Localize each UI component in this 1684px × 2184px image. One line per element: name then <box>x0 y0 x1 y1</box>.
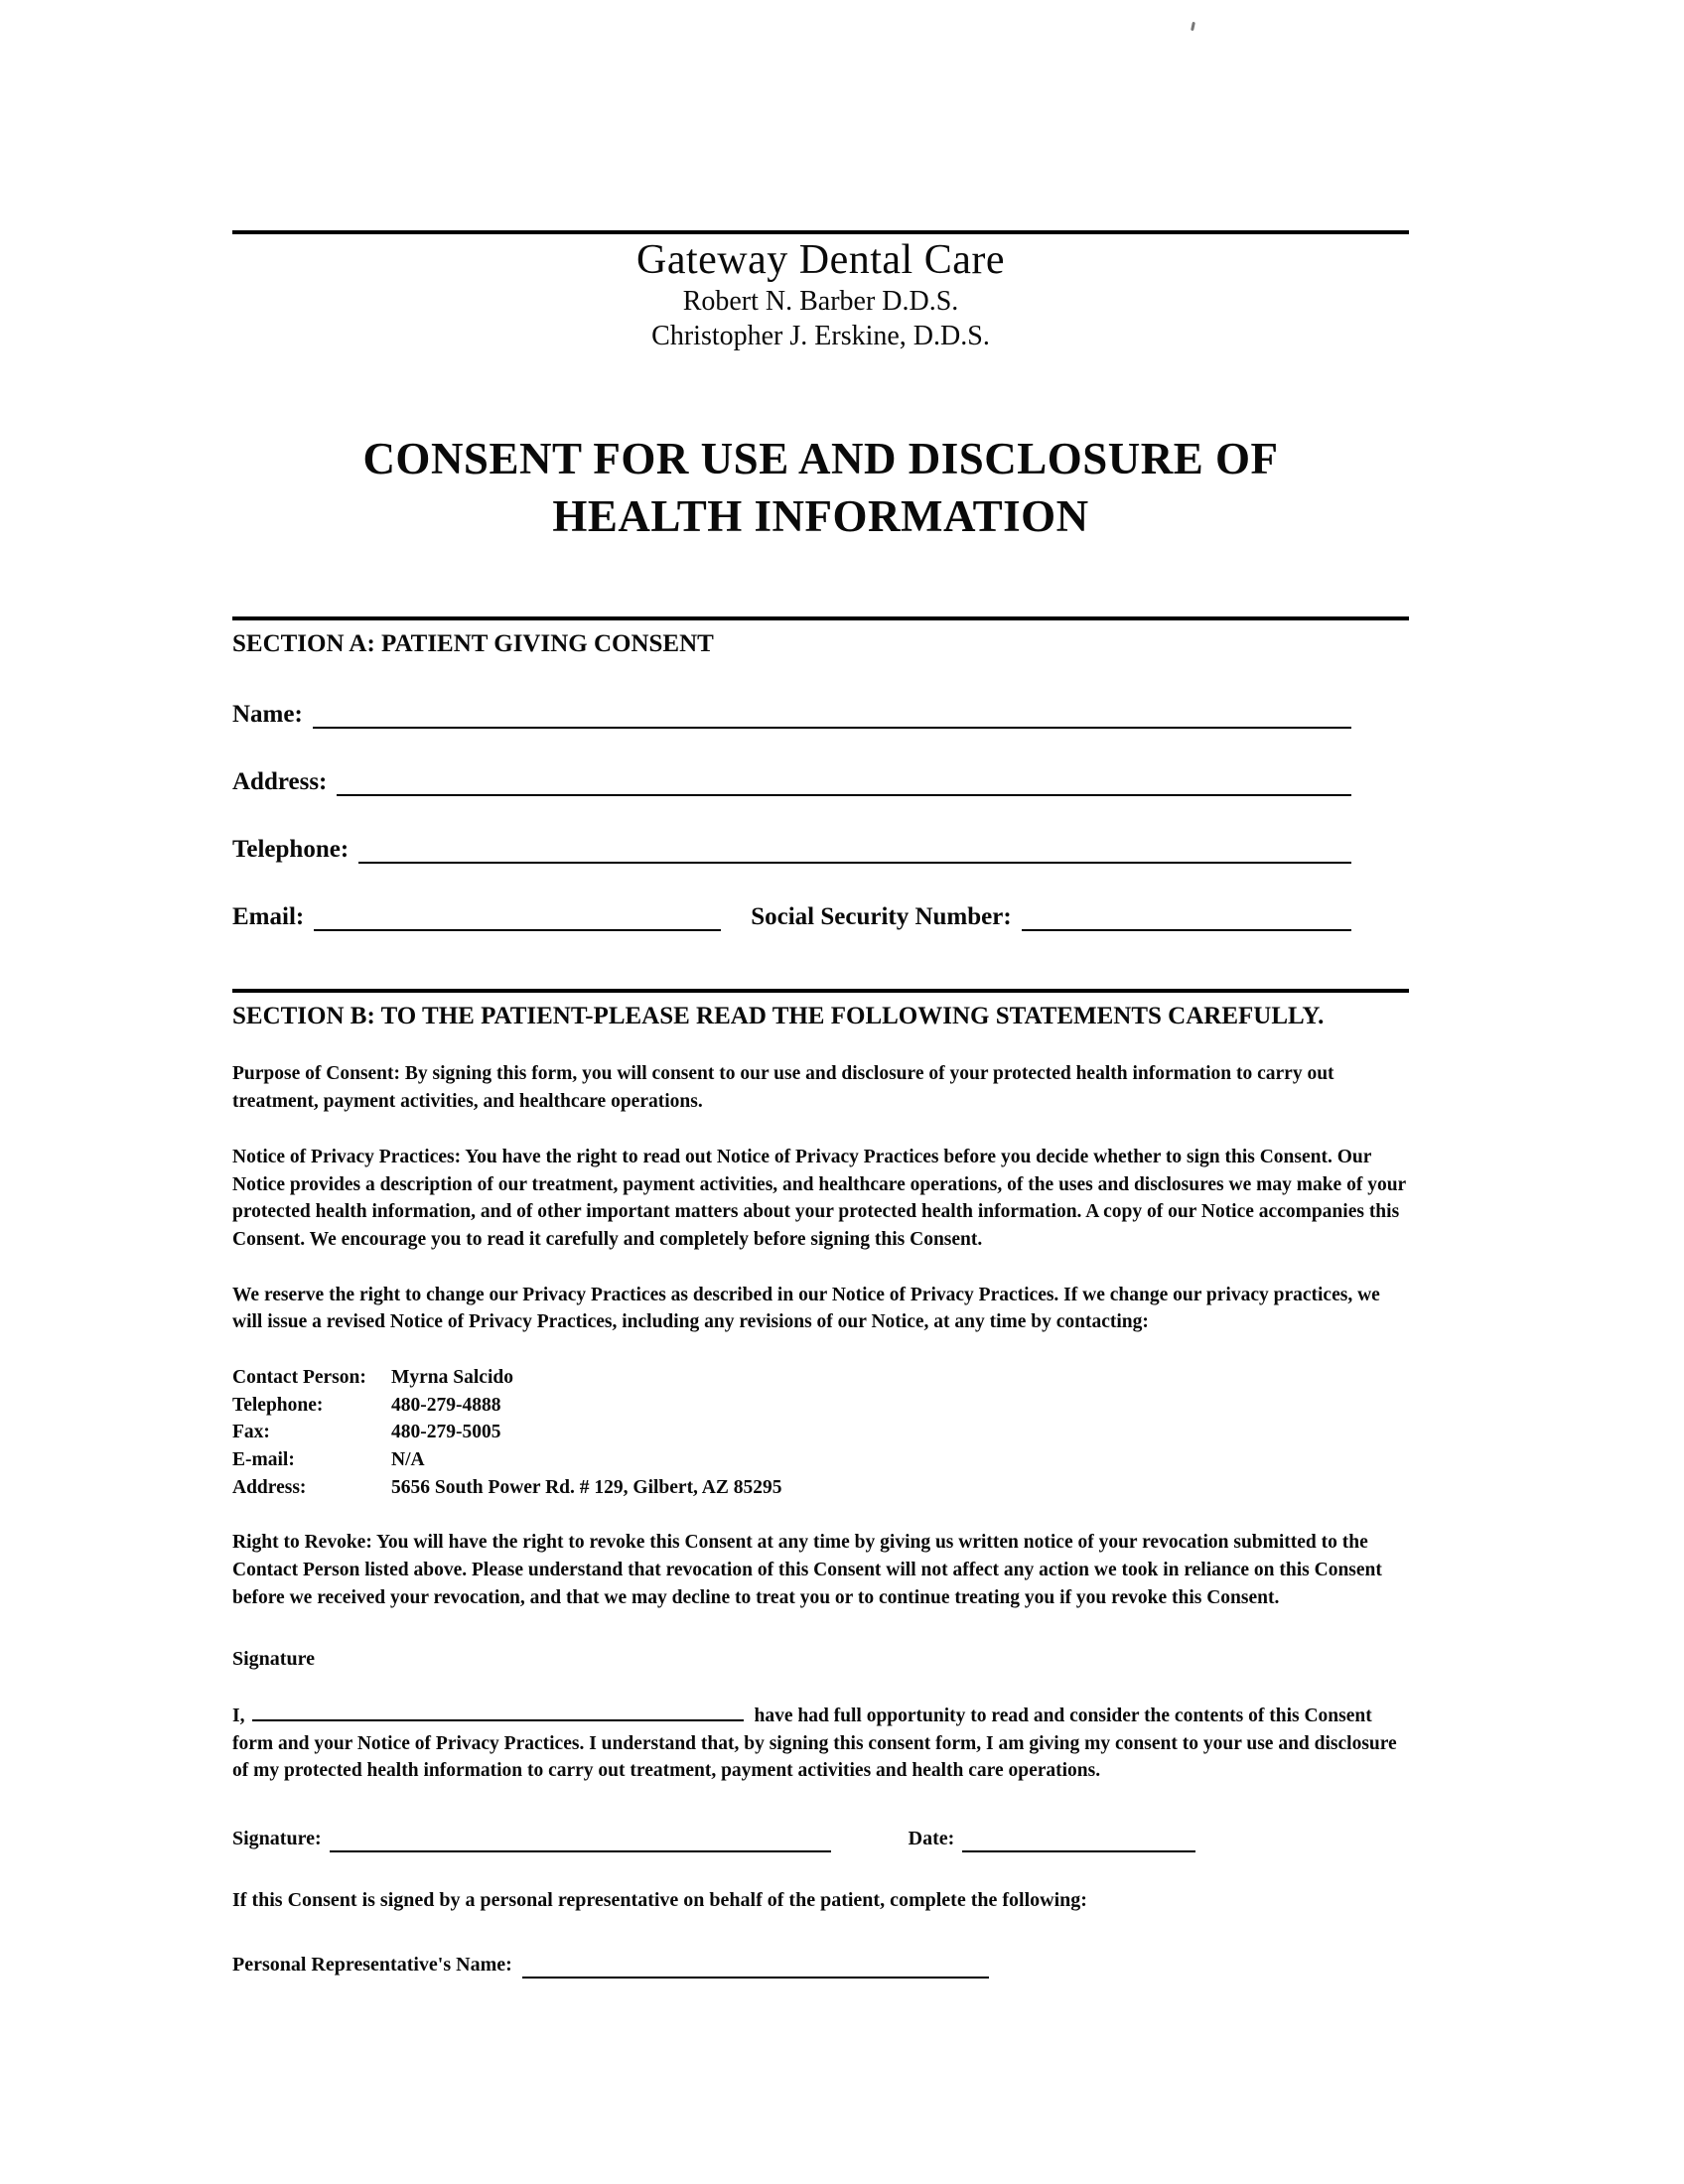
right-to-revoke-paragraph: Right to Revoke: You will have the right to revoke this Consent at any time by giving us written notice of your revocation submitted to the Contact Person listed above. Please understand that revocation of this Consent will not affect any action we took in reliance on this Consent before we received your revocation, and that we may decline to treat you or to continue treating you if you revoke this Consent. <box>232 1532 1382 1608</box>
contact-person-row <box>232 1364 1409 1392</box>
notice-of-privacy-practices-paragraph: Notice of Privacy Practices: You have the right to read out Notice of Privacy Practices before you decide whether to sign this Consent. Our Notice provides a description of our treatment, payment activities, and healthcare operations, of the uses and disclosures we may make of your protected health information, and of other important matters about your protected health information. A copy of our Notice accompanies this Consent. We encourage you to read it carefully and completely before signing this Consent. <box>232 1146 1406 1250</box>
contact-telephone-label: Telephone: <box>232 1394 324 1416</box>
personal-representative-name-fill-line <box>522 1953 989 1979</box>
signature-label: Signature: <box>232 1827 322 1849</box>
contact-email-value: N/A <box>391 1449 425 1471</box>
contact-email-row <box>232 1446 1409 1474</box>
reserve-right-paragraph: We reserve the right to change our Privacy Practices as described in our Notice of Privacy Practices. If we change our privacy practices, we will issue a revised Notice of Privacy Practices, including any revisions of our Notice, at any time by contacting: <box>232 1284 1380 1333</box>
acknowledgement-prefix: I, <box>232 1705 245 1726</box>
contact-address-value: 5656 South Power Rd. # 129, Gilbert, AZ 85295 <box>391 1476 782 1498</box>
document-title: CONSENT FOR USE AND DISCLOSURE OF HEALTH INFORMATION <box>362 434 1279 541</box>
contact-email-label: E-mail: <box>232 1449 295 1471</box>
contact-telephone-row <box>232 1392 1409 1420</box>
acknowledgement-name-fill-line <box>252 1702 744 1721</box>
contact-fax-value: 480-279-5005 <box>391 1422 501 1443</box>
email-fill-line <box>314 901 721 931</box>
contact-person-value: Myrna Salcido <box>391 1366 513 1388</box>
signature-section-heading: Signature <box>232 1648 315 1671</box>
dentist-name-1: Robert N. Barber D.D.S. <box>682 286 959 318</box>
contact-block <box>232 1364 1409 1501</box>
section-a-rule <box>232 616 1409 620</box>
purpose-of-consent-paragraph: Purpose of Consent: By signing this form, you will consent to our use and disclosure of your protected health information to carry out treatment, payment activities, and healthcare operations. <box>232 1063 1334 1113</box>
section-b-rule <box>232 989 1409 993</box>
personal-representative-name-label: Personal Representative's Name: <box>232 1953 512 1976</box>
personal-representative-note: If this Consent is signed by a personal representative on behalf of the patient, complete the following: <box>232 1889 1087 1912</box>
signature-fill-line <box>330 1827 831 1852</box>
ssn-label: Social Security Number: <box>751 902 1012 930</box>
telephone-fill-line <box>358 834 1351 864</box>
dentist-name-2: Christopher J. Erskine, D.D.S. <box>651 321 990 352</box>
header-top-rule <box>232 230 1409 234</box>
document-content <box>232 230 1409 1979</box>
scan-artifact <box>1191 22 1195 31</box>
name-label: Name: <box>232 700 303 728</box>
acknowledgement-text: have had full opportunity to read and consider the contents of this Consent form and your Notice of Privacy Practices. I understand that, by signing this consent form, I am giving my consent to your use and disclosure of my protected health information to carry out treatment, payment activities and health care operations. <box>232 1705 1397 1782</box>
contact-telephone-value: 480-279-4888 <box>391 1394 501 1416</box>
name-field-row <box>232 699 1409 729</box>
date-label: Date: <box>908 1827 955 1849</box>
email-ssn-field-row <box>232 901 1409 931</box>
acknowledgement-paragraph <box>232 1702 1409 1785</box>
contact-address-row <box>232 1474 1409 1502</box>
section-a-heading: SECTION A: PATIENT GIVING CONSENT <box>232 630 714 658</box>
section-b-heading: SECTION B: TO THE PATIENT-PLEASE READ THE FOLLOWING STATEMENTS CAREFULLY. <box>232 1002 1325 1029</box>
contact-person-label: Contact Person: <box>232 1366 366 1388</box>
contact-fax-label: Fax: <box>232 1422 270 1443</box>
signature-date-row <box>232 1825 1409 1852</box>
address-fill-line <box>337 766 1351 796</box>
personal-representative-name-row <box>232 1951 1409 1979</box>
practice-name: Gateway Dental Care <box>636 237 1005 283</box>
telephone-label: Telephone: <box>232 835 350 863</box>
contact-fax-row <box>232 1419 1409 1446</box>
telephone-field-row <box>232 834 1409 864</box>
address-label: Address: <box>232 767 328 795</box>
name-fill-line <box>313 699 1351 729</box>
ssn-fill-line <box>1022 901 1351 931</box>
email-label: Email: <box>232 902 305 930</box>
date-fill-line <box>962 1827 1195 1852</box>
practice-header <box>232 236 1409 353</box>
contact-address-label: Address: <box>232 1476 307 1498</box>
address-field-row <box>232 766 1409 796</box>
